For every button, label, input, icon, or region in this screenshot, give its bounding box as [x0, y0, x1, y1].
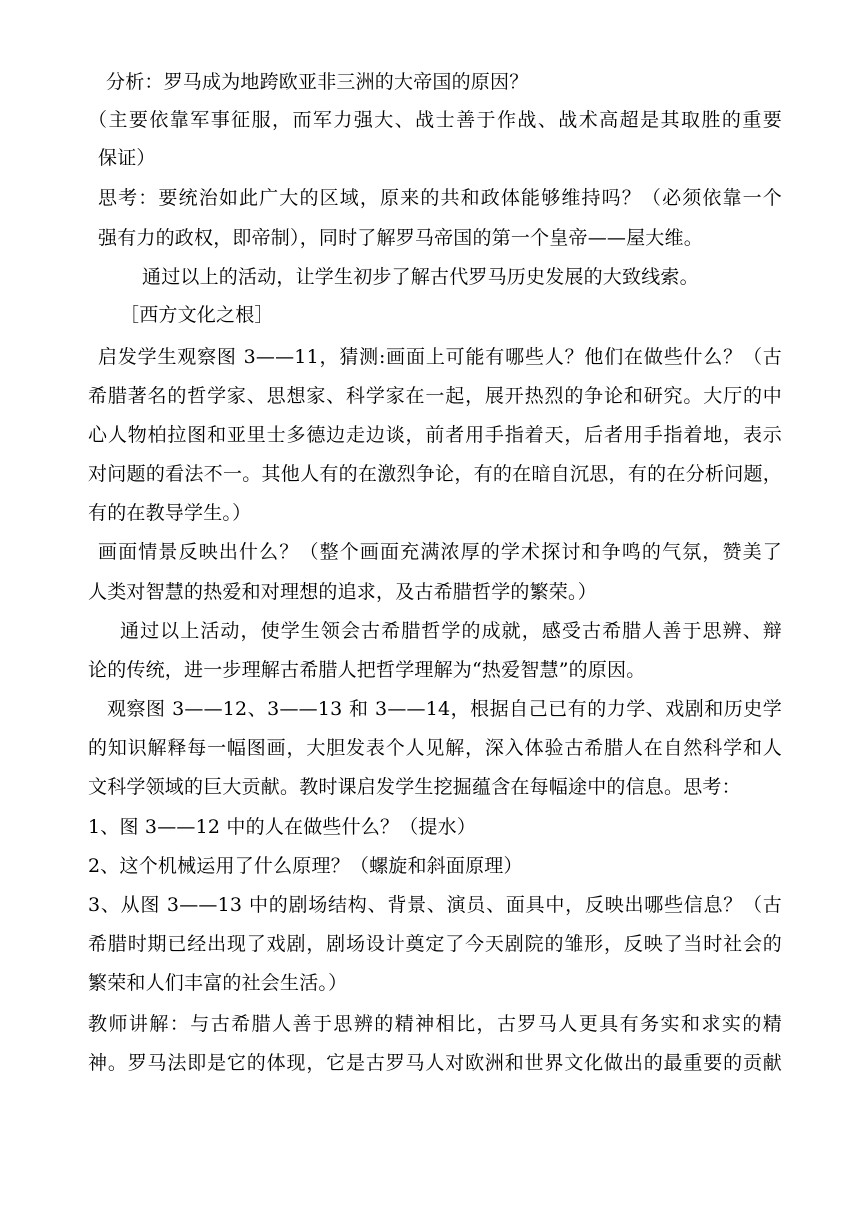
text-line: 希腊时期已经出现了戏剧，剧场设计奠定了今天剧院的雏形，反映了当时社会的	[88, 933, 782, 955]
list-item: 1、图 3——12 中的人在做些什么？（提水）	[88, 816, 477, 838]
list-item: 2、这个机械运用了什么原理？（螺旋和斜面原理）	[88, 855, 523, 877]
text-line: 启发学生观察图 3——11，猜测:画面上可能有哪些人？他们在做些什么？（古	[98, 346, 782, 368]
text-line: （主要依靠军事征服，而军力强大、战士善于作战、战术高超是其取胜的重要	[88, 109, 782, 131]
text-line: 希腊著名的哲学家、思想家、科学家在一起，展开热烈的争论和研究。大厅的中	[88, 385, 782, 407]
text-line: 文科学领域的巨大贡献。教时课启发学生挖掘蕴含在每幅途中的信息。思考：	[88, 776, 741, 798]
text-line: 繁荣和人们丰富的社会生活。）	[88, 972, 348, 994]
text-line: 强有力的政权，即帝制），同时了解罗马帝国的第一个皇帝——屋大维。	[98, 227, 703, 249]
text-line: 画面情景反映出什么？（整个画面充满浓厚的学术探讨和争鸣的气氛，赞美了	[98, 541, 782, 563]
text-line: 论的传统，进一步理解古希腊人把哲学理解为“热爱智慧”的原因。	[88, 659, 646, 681]
list-item: 3、从图 3——13 中的剧场结构、背景、演员、面具中，反映出哪些信息？（古	[88, 894, 782, 916]
text-line: 分析：罗马成为地跨欧亚非三洲的大帝国的原因？	[106, 71, 529, 93]
text-line: 有的在教导学生。）	[88, 502, 252, 524]
text-line: 保证）	[98, 147, 156, 169]
text-line: 的知识解释每一幅图画，大胆发表个人见解，深入体验古希腊人在自然科学和人	[88, 737, 782, 759]
text-line: 教师讲解：与古希腊人善于思辨的精神相比，古罗马人更具有务实和求实的精	[88, 1013, 782, 1035]
text-line: 思考：要统治如此广大的区域，原来的共和政体能够维持吗？（必须依靠一个	[98, 187, 782, 209]
section-heading: ［西方文化之根］	[120, 304, 274, 326]
text-line: 观察图 3——12、3——13 和 3——14，根据自己已有的力学、戏剧和历史学	[107, 698, 782, 720]
text-line: 对问题的看法不一。其他人有的在激烈争论，有的在暗自沉思，有的在分析问题，	[88, 463, 782, 485]
text-line: 神。罗马法即是它的体现，它是古罗马人对欧洲和世界文化做出的最重要的贡献	[88, 1052, 782, 1074]
text-line: 心人物柏拉图和亚里士多德边走边谈，前者用手指着天，后者用手指着地，表示	[88, 424, 782, 446]
text-line: 人类对智慧的热爱和对理想的追求，及古希腊哲学的繁荣。）	[88, 581, 597, 603]
text-line: 通过以上的活动，让学生初步了解古代罗马历史发展的大致线索。	[142, 266, 699, 288]
text-line: 通过以上活动，使学生领会古希腊哲学的成就，感受古希腊人善于思辨、辩	[120, 620, 782, 642]
